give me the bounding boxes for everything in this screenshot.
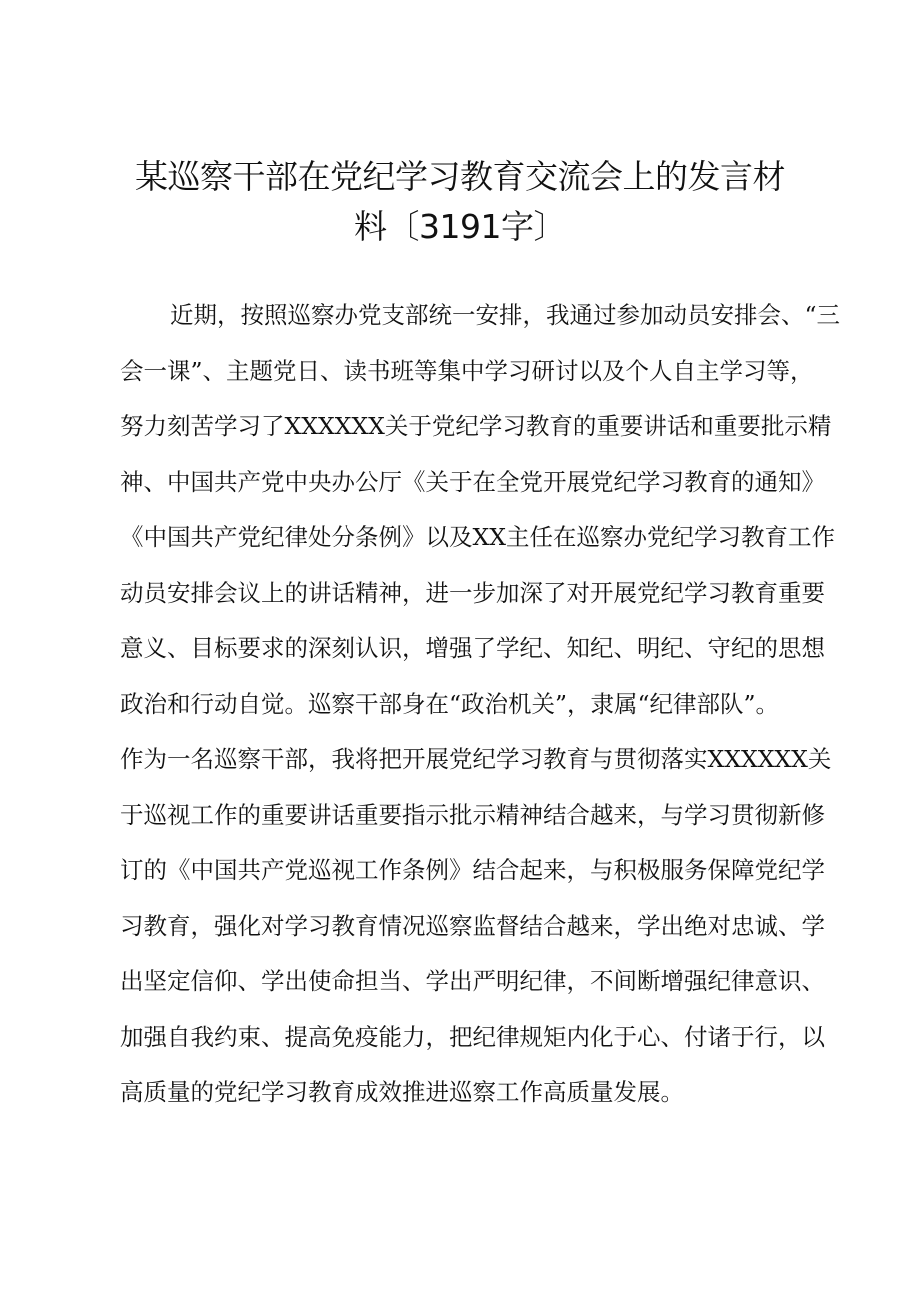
paragraph-line: 作为一名巡察干部，我将把开展党纪学习教育与贯彻落实XXXXXX关 <box>120 745 832 773</box>
paragraph-line: 高质量的党纪学习教育成效推进巡察工作高质量发展。 <box>120 1078 684 1106</box>
paragraph-line: 近期，按照巡察办党支部统一安排，我通过参加动员安排会、“三 <box>170 301 841 329</box>
paragraph-line: 会一课”、主题党日、读书班等集中学习研讨以及个人自主学习等， <box>120 356 814 385</box>
paragraph-line: 习教育，强化对学习教育情况巡察监督结合越来，学出绝对忠诚、学 <box>120 911 825 940</box>
paragraph-line: 神、中国共产党中央办公厅《关于在全党开展党纪学习教育的通知》 <box>120 467 825 496</box>
document-title <box>120 152 800 252</box>
paragraph-line: 出坚定信仰、学出使命担当、学出严明纪律，不间断增强纪律意识、 <box>120 967 825 995</box>
body-paragraph <box>120 288 841 1121</box>
paragraph-line: 政治和行动自觉。巡察干部身在“政治机关”，隶属“纪律部队”。 <box>120 689 780 718</box>
paragraph-line: 于巡视工作的重要讲话重要指示批示精神结合越来，与学习贯彻新修 <box>120 800 825 829</box>
paragraph-line: 订的《中国共产党巡视工作条例》结合起来，与积极服务保障党纪学 <box>120 856 825 884</box>
paragraph-line: 动员安排会议上的讲话精神，进一步加深了对开展党纪学习教育重要 <box>120 578 825 607</box>
paragraph-line: 加强自我约束、提高免疫能力，把纪律规矩内化于心、付诸于行，以 <box>120 1022 825 1051</box>
title-line-1: 某巡察干部在党纪学习教育交流会上的发言材 <box>135 157 785 196</box>
paragraph-line: 《中国共产党纪律处分条例》以及XX主任在巡察办党纪学习教育工作 <box>120 523 835 551</box>
paragraph-line: 努力刻苦学习了XXXXXX关于党纪学习教育的重要讲话和重要批示精 <box>120 412 832 440</box>
title-line-2: 料〔3191字〕 <box>354 207 566 246</box>
paragraph-line: 意义、目标要求的深刻认识，增强了学纪、知纪、明纪、守纪的思想 <box>120 634 825 662</box>
